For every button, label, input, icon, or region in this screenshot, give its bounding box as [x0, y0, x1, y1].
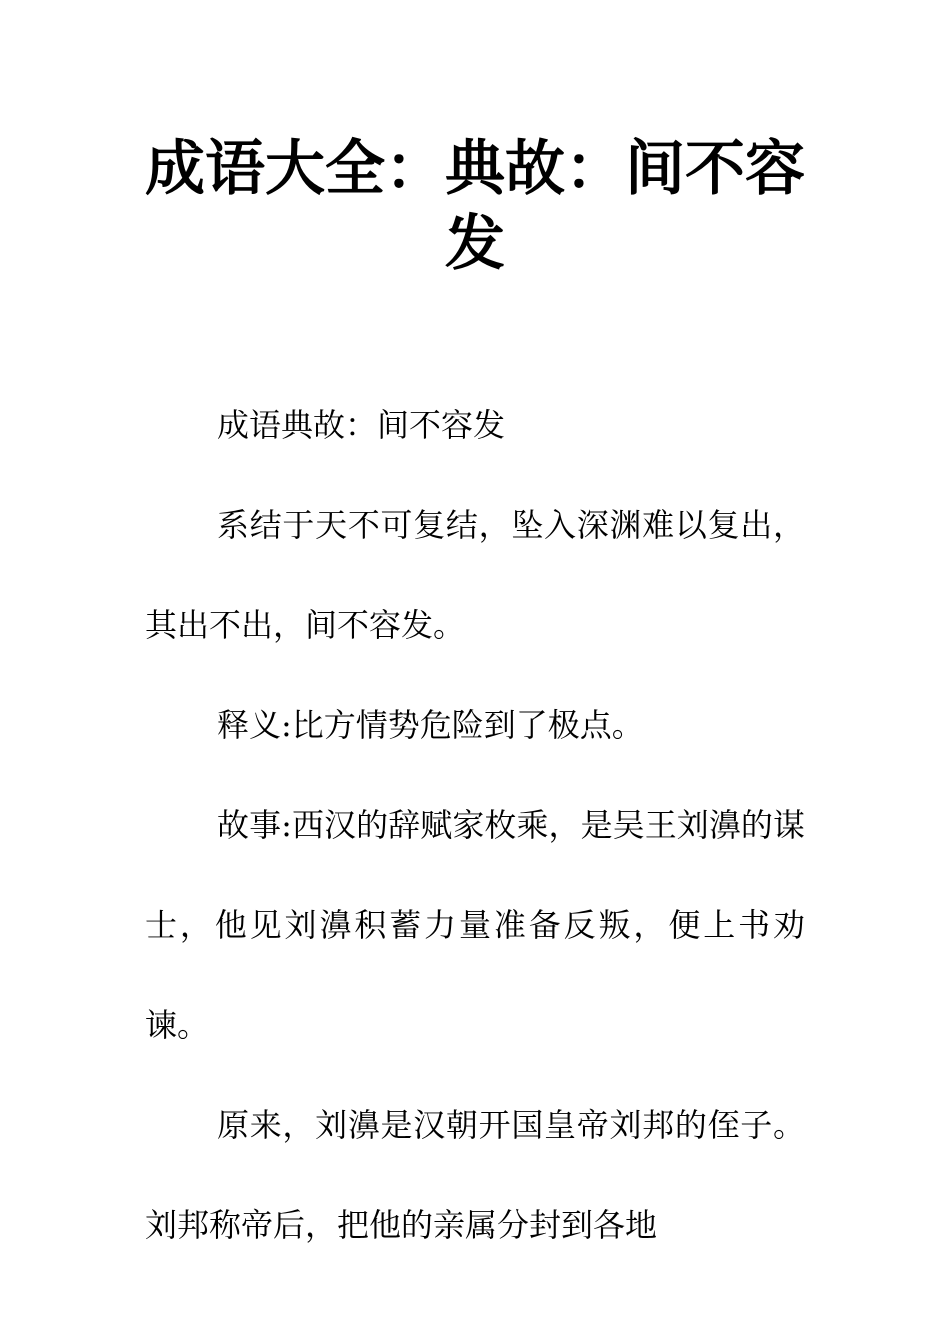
paragraph-heading: 成语典故：间不容发 [217, 406, 506, 444]
paragraph-definition: 释义:比方情势危险到了极点。 [217, 706, 644, 744]
paragraph-background: 原来，刘濞是汉朝开国皇帝刘邦的侄子。刘邦称帝后，把他的亲属分封到各地 [145, 1106, 805, 1244]
paragraph-story: 故事:西汉的辞赋家枚乘，是吴王刘濞的谋士，他见刘濞积蓄力量准备反叛，便上书劝谏。 [145, 806, 805, 1044]
document-body [145, 375, 805, 1275]
paragraph-quote: 系结于天不可复结，坠入深渊难以复出，其出不出，间不容发。 [145, 506, 805, 644]
document-title: 成语大全：典故：间不容发 [145, 134, 805, 279]
